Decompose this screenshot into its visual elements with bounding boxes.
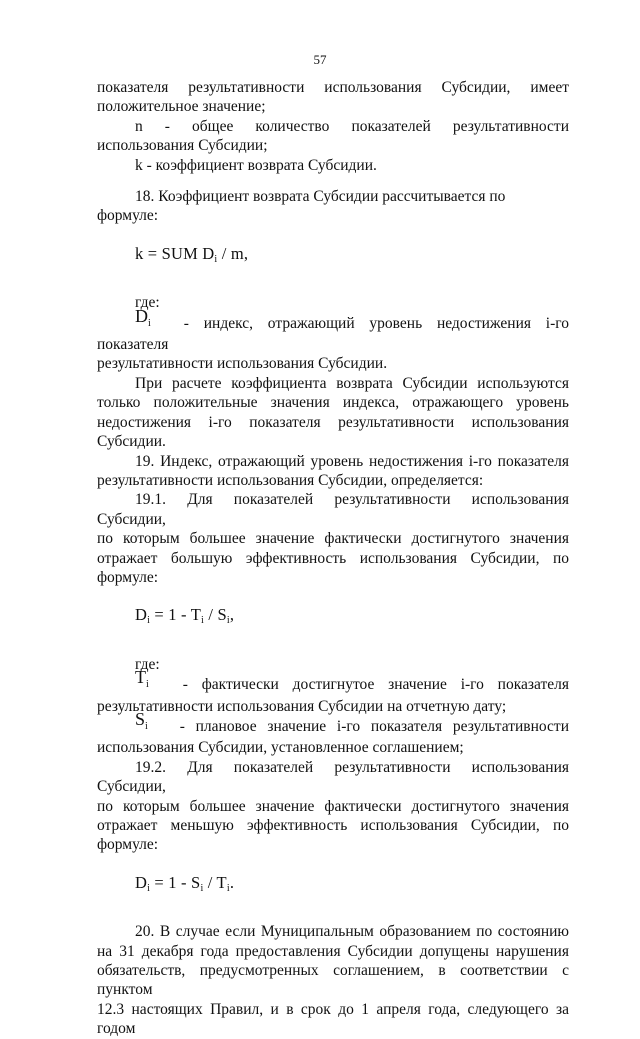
text-line: результативности использования Субсидии.: [97, 355, 388, 373]
text-line: обязательств, предусмотренных соглашением, в соответствии с пунктом: [97, 962, 569, 999]
text-line: результативности использования Субсидии на отчетную дату;: [97, 697, 507, 715]
definition-Ti: $T_i$ - фактически достигнутое значение i-го показателя: [135, 667, 569, 694]
paragraph-19-2: 19.2. Для показателей результативности использования Субсидии,: [97, 758, 569, 796]
formula-k: k = SUM $D_i$ / m,: [135, 243, 249, 265]
paragraph-19-1: 19.1. Для показателей результативности использования Субсидии,: [97, 491, 569, 528]
text-line: результативности использования Субсидии, определяется:: [97, 471, 484, 489]
text-line: n - общее количество показателей результативности: [135, 117, 569, 135]
paragraph-18: 18. Коэффициент возврата Субсидии рассчитывается по формуле:: [97, 188, 506, 225]
paragraph-20: 20. В случае если Муниципальным образованием по состоянию: [135, 923, 569, 941]
paragraph-19: 19. Индекс, отражающий уровень недостижения i-го показателя: [135, 452, 569, 470]
text-line: формуле:: [97, 568, 159, 586]
text-line: k - коэффициент возврата Субсидии.: [135, 156, 377, 174]
text-line: отражает большую эффективность использования Субсидии, по: [97, 549, 569, 567]
text-line: по которым большее значение фактически достигнутого значения: [97, 797, 569, 815]
text-line: по которым большее значение фактически достигнутого значения: [97, 530, 569, 548]
definition-Di: $D_i$ - индекс, отражающий уровень недостижения i-го показателя: [97, 305, 569, 354]
formula-di-2: $D_i = 1 - S_i / T_i$.: [135, 872, 235, 894]
text-line: формуле:: [97, 836, 159, 854]
where-label: где:: [135, 655, 160, 673]
page-number: 57: [313, 52, 327, 67]
definition-Si: $S_i$ - плановое значение i-го показателя результативности: [135, 708, 569, 735]
text-line: отражает меньшую эффективность использования Субсидии, по: [97, 817, 569, 834]
text-line: на 31 декабря года предоставления Субсидии допущены нарушения: [97, 942, 569, 960]
text-line: показателя результативности использования Субсидии, имеет: [97, 79, 569, 96]
document-body: [97, 78, 569, 1039]
text-line: недостижения i-го показателя результативности использования: [97, 413, 569, 431]
formula-di-1: $D_i = 1 - T_i / S_i$,: [135, 605, 235, 627]
text-line: только положительные значения индекса, отражающего уровень: [97, 394, 569, 412]
text-line: использования Субсидии;: [97, 137, 268, 155]
text-line: Субсидии.: [97, 433, 166, 451]
text-line: При расчете коэффициента возврата Субсидии используются: [135, 374, 569, 392]
text-line: 12.3 настоящих Правил, и в срок до 1 апреля года, следующего за годом: [97, 1000, 569, 1038]
text-line: использования Субсидии, установленное соглашением;: [97, 739, 464, 757]
where-label: где:: [135, 294, 160, 312]
text-line: положительное значение;: [97, 98, 266, 116]
